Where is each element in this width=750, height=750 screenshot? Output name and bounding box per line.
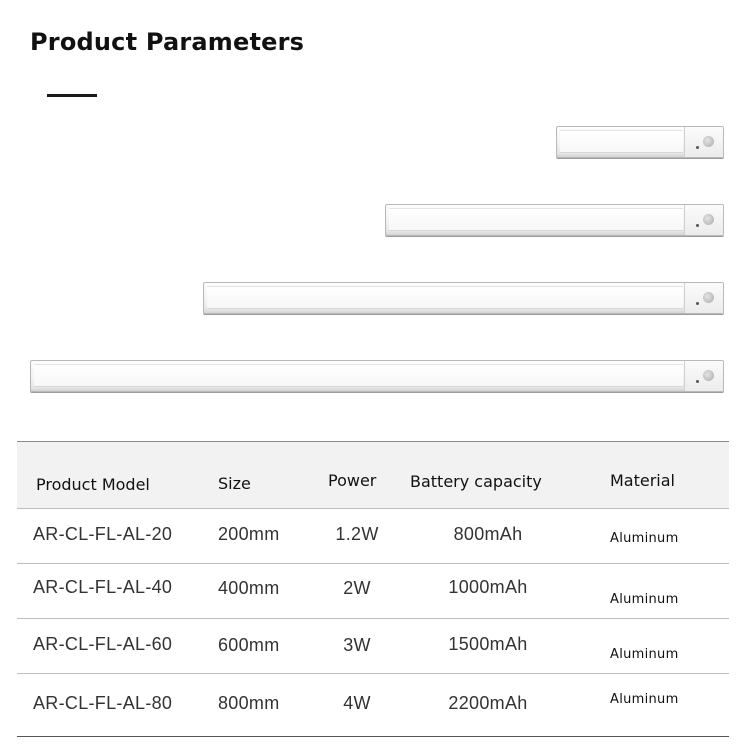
- motion-sensor-icon: [703, 370, 714, 381]
- cell-model: AR-CL-FL-AL-40: [33, 577, 173, 597]
- table-row: [17, 564, 729, 619]
- bar-end-cap: [684, 127, 723, 157]
- cell-model: AR-CL-FL-AL-80: [33, 693, 173, 713]
- cell-power: 3W: [343, 635, 371, 655]
- bar-end-cap: [684, 205, 723, 235]
- indicator-dot-icon: [696, 302, 699, 305]
- page-title: Product Parameters: [30, 28, 305, 56]
- led-light-bar-800mm: [30, 360, 724, 392]
- cell-power: 4W: [343, 693, 371, 713]
- indicator-dot-icon: [696, 380, 699, 383]
- cell-size: 200mm: [218, 524, 280, 544]
- cell-material: Aluminum: [610, 692, 679, 707]
- indicator-dot-icon: [696, 146, 699, 149]
- cell-size: 800mm: [218, 693, 280, 713]
- table-row: [17, 619, 729, 674]
- motion-sensor-icon: [703, 214, 714, 225]
- table-row: [17, 674, 729, 736]
- header-battery-capacity: Battery capacity: [410, 472, 542, 491]
- cell-model: AR-CL-FL-AL-60: [33, 634, 173, 654]
- cell-material: Aluminum: [610, 592, 679, 607]
- cell-size: 600mm: [218, 635, 280, 655]
- bar-end-cap: [684, 361, 723, 391]
- header-size: Size: [218, 474, 251, 493]
- indicator-dot-icon: [696, 224, 699, 227]
- cell-battery: 800mAh: [453, 524, 523, 544]
- led-light-bar-400mm: [385, 204, 724, 236]
- led-light-bar-200mm: [556, 126, 724, 158]
- cell-battery: 2200mAh: [448, 693, 528, 713]
- header-power: Power: [328, 471, 377, 490]
- table-header-row: [17, 442, 729, 509]
- bar-end-cap: [684, 283, 723, 313]
- header-material: Material: [610, 471, 675, 490]
- led-light-bar-600mm: [203, 282, 724, 314]
- cell-power: 2W: [343, 578, 371, 598]
- motion-sensor-icon: [703, 292, 714, 303]
- header-product-model: Product Model: [36, 475, 150, 494]
- cell-material: Aluminum: [610, 531, 679, 546]
- cell-material: Aluminum: [610, 647, 679, 662]
- cell-model: AR-CL-FL-AL-20: [33, 524, 173, 544]
- cell-battery: 1000mAh: [448, 577, 528, 597]
- cell-battery: 1500mAh: [448, 634, 528, 654]
- parameters-table: [17, 441, 729, 737]
- motion-sensor-icon: [703, 136, 714, 147]
- table-row: [17, 509, 729, 564]
- cell-power: 1.2W: [335, 524, 379, 544]
- title-underline: [47, 94, 97, 97]
- cell-size: 400mm: [218, 578, 280, 598]
